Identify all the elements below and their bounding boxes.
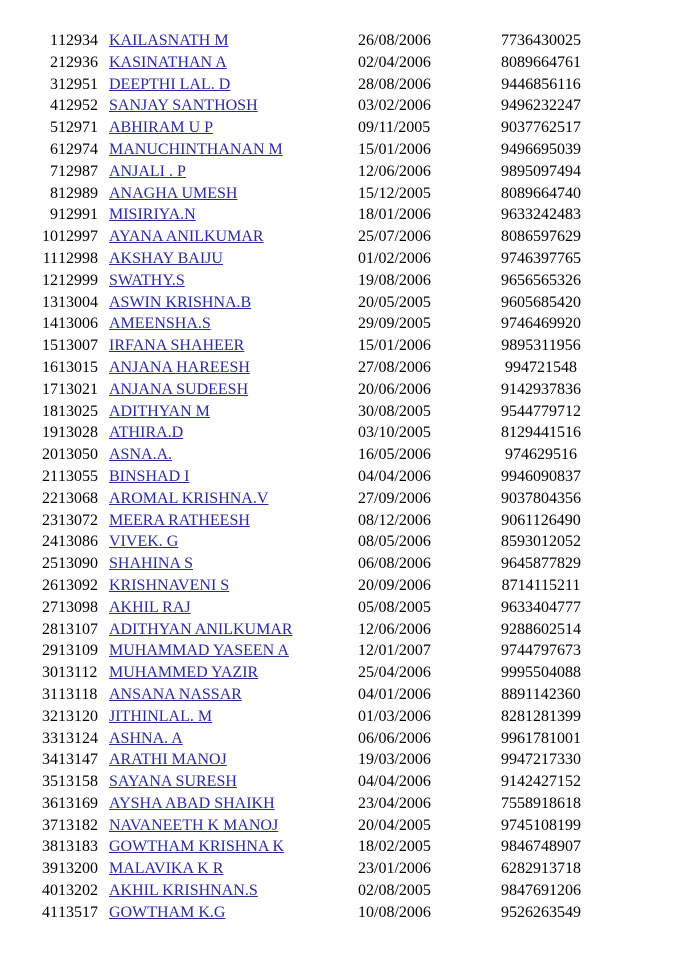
admission-number: 13109 <box>58 642 98 660</box>
student-name-link[interactable]: GOWTHAM KRISHNA K <box>109 838 285 856</box>
phone-number: 9645877829 <box>501 555 581 573</box>
row-serial-number: 23 <box>42 511 58 529</box>
phone-number: 9544779712 <box>501 402 581 420</box>
phone-number: 8089664740 <box>501 184 581 202</box>
row-serial-number: 40 <box>42 882 58 900</box>
student-name-link[interactable]: SWATHY.S <box>109 271 185 289</box>
table-row <box>40 836 585 858</box>
date-of-birth: 08/12/2006 <box>358 511 431 529</box>
table-row <box>40 313 585 335</box>
date-of-birth: 25/04/2006 <box>358 664 431 682</box>
student-table-body <box>40 30 585 924</box>
table-row <box>40 510 585 532</box>
phone-number: 974629516 <box>505 446 577 464</box>
table-row <box>40 204 585 226</box>
date-of-birth: 12/06/2006 <box>358 162 431 180</box>
row-serial-number: 8 <box>50 184 58 202</box>
phone-number: 9061126490 <box>501 511 581 529</box>
admission-number: 13068 <box>58 489 98 507</box>
admission-number: 12991 <box>58 206 98 224</box>
date-of-birth: 18/01/2006 <box>358 206 431 224</box>
admission-number: 13050 <box>58 446 98 464</box>
date-of-birth: 20/05/2005 <box>358 293 431 311</box>
row-serial-number: 36 <box>42 794 58 812</box>
admission-number: 13006 <box>58 315 98 333</box>
phone-number: 8086597629 <box>501 228 581 246</box>
date-of-birth: 15/12/2005 <box>358 184 431 202</box>
row-serial-number: 9 <box>50 206 58 224</box>
date-of-birth: 12/06/2006 <box>358 620 431 638</box>
admission-number: 13028 <box>58 424 98 442</box>
row-serial-number: 6 <box>50 140 58 158</box>
table-row <box>40 117 585 139</box>
student-name-link[interactable]: MALAVIKA K R <box>109 860 224 878</box>
admission-number: 12997 <box>58 228 98 246</box>
table-row <box>40 771 585 793</box>
student-name-link[interactable]: GOWTHAM K.G <box>109 903 226 921</box>
date-of-birth: 01/02/2006 <box>358 249 431 267</box>
table-row <box>40 488 585 510</box>
student-name-link[interactable]: ASNA.A. <box>109 446 173 464</box>
student-name-link[interactable]: ANSANA NASSAR <box>109 685 242 703</box>
table-row <box>40 880 585 902</box>
table-row <box>40 379 585 401</box>
phone-number: 9746469920 <box>501 315 581 333</box>
table-row <box>40 640 585 662</box>
row-serial-number: 27 <box>42 598 58 616</box>
date-of-birth: 02/04/2006 <box>358 53 431 71</box>
table-row <box>40 52 585 74</box>
student-name-link[interactable]: MEERA RATHEESH <box>109 511 250 529</box>
admission-number: 13182 <box>58 816 98 834</box>
admission-number: 12999 <box>58 271 98 289</box>
phone-number: 9846748907 <box>501 838 581 856</box>
date-of-birth: 23/01/2006 <box>358 860 431 878</box>
table-row <box>40 422 585 444</box>
phone-number: 9744797673 <box>501 642 581 660</box>
student-name-link[interactable]: MUHAMMED YAZIR <box>109 664 259 682</box>
row-serial-number: 30 <box>42 664 58 682</box>
date-of-birth: 06/06/2006 <box>358 729 431 747</box>
table-row <box>40 815 585 837</box>
table-row <box>40 95 585 117</box>
student-name-link[interactable]: SAYANA SURESH <box>109 773 237 791</box>
admission-number: 13169 <box>58 794 98 812</box>
date-of-birth: 09/11/2005 <box>358 119 431 137</box>
admission-number: 12952 <box>58 97 98 115</box>
student-name-link[interactable]: ANJALI . P <box>109 162 186 180</box>
row-serial-number: 15 <box>42 337 58 355</box>
table-row <box>40 401 585 423</box>
admission-number: 13118 <box>58 685 98 703</box>
student-name-link[interactable]: ASHNA. A <box>109 729 183 747</box>
phone-number: 7736430025 <box>501 32 581 49</box>
admission-number: 13015 <box>58 358 98 376</box>
admission-number: 13055 <box>58 467 98 485</box>
phone-number: 9496695039 <box>501 140 581 158</box>
row-serial-number: 16 <box>42 358 58 376</box>
table-row <box>40 575 585 597</box>
student-name-link[interactable]: BINSHAD I <box>109 467 190 485</box>
phone-number: 9946090837 <box>501 467 581 485</box>
table-row <box>40 684 585 706</box>
admission-number: 13200 <box>58 860 98 878</box>
table-row <box>40 858 585 880</box>
row-serial-number: 14 <box>42 315 58 333</box>
student-name-link[interactable]: JITHINLAL. M <box>109 707 213 725</box>
date-of-birth: 05/08/2005 <box>358 598 431 616</box>
admission-number: 13098 <box>58 598 98 616</box>
date-of-birth: 15/01/2006 <box>358 337 431 355</box>
phone-number: 9037804356 <box>501 489 581 507</box>
student-name-link[interactable]: AKHIL RAJ <box>109 598 191 616</box>
row-serial-number: 1 <box>50 32 58 49</box>
date-of-birth: 06/08/2006 <box>358 555 431 573</box>
admission-number: 13124 <box>58 729 98 747</box>
row-serial-number: 20 <box>42 446 58 464</box>
admission-number: 13517 <box>58 903 98 921</box>
row-serial-number: 26 <box>42 576 58 594</box>
date-of-birth: 03/10/2005 <box>358 424 431 442</box>
admission-number: 13025 <box>58 402 98 420</box>
row-serial-number: 33 <box>42 729 58 747</box>
phone-number: 9656565326 <box>501 271 581 289</box>
student-name-link[interactable]: MUHAMMAD YASEEN A <box>109 642 289 660</box>
row-serial-number: 19 <box>42 424 58 442</box>
student-table <box>40 30 585 924</box>
table-row <box>40 466 585 488</box>
row-serial-number: 25 <box>42 555 58 573</box>
table-row <box>40 248 585 270</box>
admission-number: 13202 <box>58 882 98 900</box>
student-name-link[interactable]: KAILASNATH M <box>109 32 229 49</box>
row-serial-number: 22 <box>42 489 58 507</box>
row-serial-number: 41 <box>42 903 58 921</box>
date-of-birth: 30/08/2005 <box>358 402 431 420</box>
row-serial-number: 5 <box>50 119 58 137</box>
phone-number: 8129441516 <box>501 424 581 442</box>
admission-number: 13072 <box>58 511 98 529</box>
admission-number: 13107 <box>58 620 98 638</box>
date-of-birth: 28/08/2006 <box>358 75 431 93</box>
date-of-birth: 27/08/2006 <box>358 358 431 376</box>
row-serial-number: 21 <box>42 467 58 485</box>
row-serial-number: 13 <box>42 293 58 311</box>
student-name-link[interactable]: IRFANA SHAHEER <box>109 337 245 355</box>
table-row <box>40 902 585 924</box>
date-of-birth: 08/05/2006 <box>358 533 431 551</box>
row-serial-number: 11 <box>42 249 58 267</box>
phone-number: 9847691206 <box>501 882 581 900</box>
student-name-link[interactable]: ABHIRAM U P <box>109 119 214 137</box>
phone-number: 994721548 <box>505 358 577 376</box>
row-serial-number: 2 <box>50 53 58 71</box>
admission-number: 12951 <box>58 75 98 93</box>
student-name-link[interactable]: ADITHYAN ANILKUMAR <box>109 620 293 638</box>
row-serial-number: 4 <box>50 97 58 115</box>
phone-number: 9288602514 <box>501 620 581 638</box>
admission-number: 12974 <box>58 140 98 158</box>
table-row <box>40 139 585 161</box>
phone-number: 9995504088 <box>501 664 581 682</box>
admission-number: 12971 <box>58 119 98 137</box>
admission-number: 13147 <box>58 751 98 769</box>
date-of-birth: 26/08/2006 <box>358 32 431 49</box>
table-row <box>40 749 585 771</box>
row-serial-number: 28 <box>42 620 58 638</box>
student-name-link[interactable]: AROMAL KRISHNA.V <box>109 489 269 507</box>
row-serial-number: 17 <box>42 380 58 398</box>
phone-number: 9446856116 <box>501 75 581 93</box>
phone-number: 9605685420 <box>501 293 581 311</box>
date-of-birth: 20/04/2005 <box>358 816 431 834</box>
table-row <box>40 74 585 96</box>
row-serial-number: 34 <box>42 751 58 769</box>
row-serial-number: 3 <box>50 75 58 93</box>
admission-number: 13021 <box>58 380 98 398</box>
date-of-birth: 02/08/2005 <box>358 882 431 900</box>
phone-number: 7558918618 <box>501 794 581 812</box>
table-row <box>40 553 585 575</box>
student-name-link[interactable]: MISIRIYA.N <box>109 206 196 224</box>
date-of-birth: 29/09/2005 <box>358 315 431 333</box>
student-name-link[interactable]: KRISHNAVENI S <box>109 576 230 594</box>
phone-number: 9895311956 <box>501 337 581 355</box>
date-of-birth: 10/08/2006 <box>358 903 431 921</box>
admission-number: 13158 <box>58 773 98 791</box>
phone-number: 9526263549 <box>501 903 581 921</box>
phone-number: 9037762517 <box>501 119 581 137</box>
admission-number: 13183 <box>58 838 98 856</box>
admission-number: 12934 <box>58 32 98 49</box>
student-name-link[interactable]: DEEPTHI LAL. D <box>109 75 231 93</box>
phone-number: 9961781001 <box>501 729 581 747</box>
row-serial-number: 29 <box>42 642 58 660</box>
table-row <box>40 619 585 641</box>
admission-number: 13120 <box>58 707 98 725</box>
row-serial-number: 7 <box>50 162 58 180</box>
phone-number: 8281281399 <box>501 707 581 725</box>
admission-number: 12998 <box>58 249 98 267</box>
phone-number: 8089664761 <box>501 53 581 71</box>
date-of-birth: 12/01/2007 <box>358 642 431 660</box>
row-serial-number: 18 <box>42 402 58 420</box>
admission-number: 13090 <box>58 555 98 573</box>
table-row <box>40 161 585 183</box>
student-name-link[interactable]: AYANA ANILKUMAR <box>109 228 264 246</box>
row-serial-number: 39 <box>42 860 58 878</box>
table-row <box>40 292 585 314</box>
student-name-link[interactable]: AKHIL KRISHNAN.S <box>109 882 258 900</box>
student-name-link[interactable]: ADITHYAN M <box>109 402 210 420</box>
admission-number: 12987 <box>58 162 98 180</box>
phone-number: 8891142360 <box>501 685 581 703</box>
phone-number: 9745108199 <box>501 816 581 834</box>
admission-number: 13004 <box>58 293 98 311</box>
student-name-link[interactable]: MANUCHINTHANAN M <box>109 140 283 158</box>
date-of-birth: 23/04/2006 <box>358 794 431 812</box>
row-serial-number: 32 <box>42 707 58 725</box>
admission-number: 13092 <box>58 576 98 594</box>
date-of-birth: 04/04/2006 <box>358 467 431 485</box>
table-row <box>40 793 585 815</box>
phone-number: 9633242483 <box>501 206 581 224</box>
table-row <box>40 335 585 357</box>
admission-number: 12989 <box>58 184 98 202</box>
student-name-link[interactable]: KASINATHAN A <box>109 53 227 71</box>
table-row <box>40 270 585 292</box>
student-name-link[interactable]: ATHIRA.D <box>109 424 184 442</box>
phone-number: 9142937836 <box>501 380 581 398</box>
phone-number: 8714115211 <box>501 576 581 594</box>
phone-number: 9746397765 <box>501 249 581 267</box>
date-of-birth: 19/08/2006 <box>358 271 431 289</box>
date-of-birth: 01/03/2006 <box>358 707 431 725</box>
date-of-birth: 04/04/2006 <box>358 773 431 791</box>
date-of-birth: 04/01/2006 <box>358 685 431 703</box>
phone-number: 9142427152 <box>501 773 581 791</box>
table-row <box>40 357 585 379</box>
phone-number: 9496232247 <box>501 97 581 115</box>
row-serial-number: 31 <box>42 685 58 703</box>
row-serial-number: 24 <box>42 533 58 551</box>
table-row <box>40 597 585 619</box>
phone-number: 9633404777 <box>501 598 581 616</box>
phone-number: 9895097494 <box>501 162 581 180</box>
table-row <box>40 444 585 466</box>
row-serial-number: 38 <box>42 838 58 856</box>
student-name-link[interactable]: AKSHAY BAIJU <box>109 249 223 267</box>
table-row <box>40 662 585 684</box>
student-name-link[interactable]: AMEENSHA.S <box>109 315 211 333</box>
student-name-link[interactable]: ANJANA SUDEESH <box>109 380 249 398</box>
row-serial-number: 37 <box>42 816 58 834</box>
row-serial-number: 10 <box>42 228 58 246</box>
student-name-link[interactable]: NAVANEETH K MANOJ <box>109 816 279 834</box>
table-row <box>40 226 585 248</box>
student-name-link[interactable]: AYSHA ABAD SHAIKH <box>109 794 275 812</box>
date-of-birth: 25/07/2006 <box>358 228 431 246</box>
date-of-birth: 16/05/2006 <box>358 446 431 464</box>
phone-number: 9947217330 <box>501 751 581 769</box>
admission-number: 13007 <box>58 337 98 355</box>
date-of-birth: 27/09/2006 <box>358 489 431 507</box>
date-of-birth: 19/03/2006 <box>358 751 431 769</box>
student-name-link[interactable]: ASWIN KRISHNA.B <box>109 293 252 311</box>
table-row <box>40 706 585 728</box>
date-of-birth: 15/01/2006 <box>358 140 431 158</box>
date-of-birth: 20/09/2006 <box>358 576 431 594</box>
student-name-link[interactable]: ARATHI MANOJ <box>109 751 227 769</box>
date-of-birth: 20/06/2006 <box>358 380 431 398</box>
date-of-birth: 03/02/2006 <box>358 97 431 115</box>
table-row <box>40 531 585 553</box>
admission-number: 13086 <box>58 533 98 551</box>
row-serial-number: 12 <box>42 271 58 289</box>
student-name-link[interactable]: VIVEK. G <box>109 533 179 551</box>
table-row <box>40 183 585 205</box>
row-serial-number: 35 <box>42 773 58 791</box>
student-name-link[interactable]: ANAGHA UMESH <box>109 184 238 202</box>
student-name-link[interactable]: SANJAY SANTHOSH <box>109 97 258 115</box>
student-name-link[interactable]: ANJANA HAREESH <box>109 358 250 376</box>
admission-number: 12936 <box>58 53 98 71</box>
date-of-birth: 18/02/2005 <box>358 838 431 856</box>
table-row <box>40 30 585 52</box>
student-name-link[interactable]: SHAHINA S <box>109 555 194 573</box>
table-row <box>40 728 585 750</box>
admission-number: 13112 <box>58 664 98 682</box>
phone-number: 6282913718 <box>501 860 581 878</box>
phone-number: 8593012052 <box>501 533 581 551</box>
